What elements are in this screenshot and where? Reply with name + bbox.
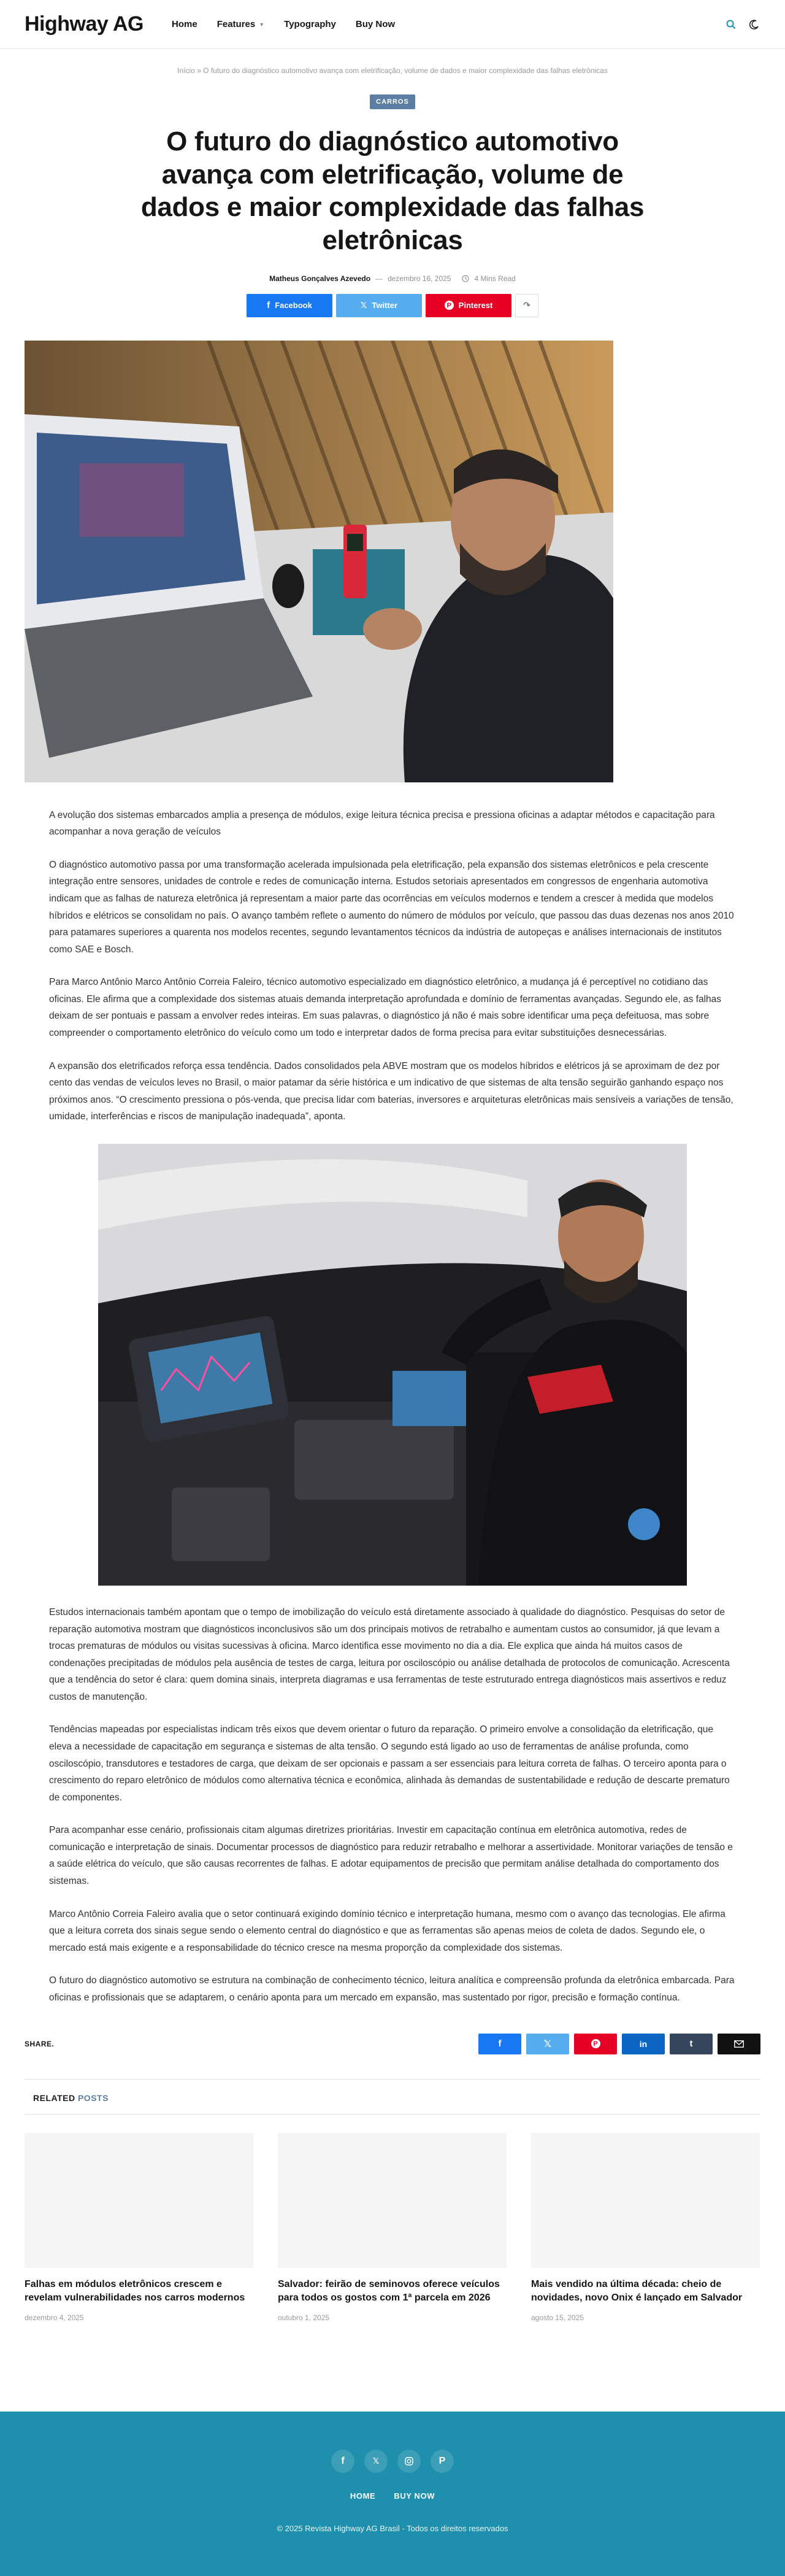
post-date: dezembro 16, 2025: [388, 274, 451, 283]
share-facebook-icon-button[interactable]: [478, 2034, 521, 2054]
related-heading: [25, 2080, 760, 2115]
related-heading-main: RELATED: [33, 2092, 75, 2103]
related-thumbnail[interactable]: [278, 2133, 507, 2268]
linkedin-icon: in: [639, 2038, 648, 2049]
pinterest-icon: P: [438, 2456, 446, 2466]
read-time: 4 Mins Read: [474, 274, 516, 283]
related-title[interactable]: Falhas em módulos eletrônicos crescem e revelam vulnerabilidades nos carros modernos: [25, 2278, 245, 2303]
tumblr-icon: t: [689, 2038, 693, 2049]
related-date: agosto 15, 2025: [531, 2313, 584, 2322]
share-pinterest-label: Pinterest: [458, 301, 493, 310]
related-card[interactable]: [531, 2133, 760, 2322]
article-paragraph: Marco Antônio Correia Faleiro avalia que o setor continuará exigindo domínio técnico e interpretação humana, mesmo com o avanço das tecnologias. Ele afirma que a leitura correta dos sinais segue sendo o elemento central do diagnóstico e que as ferramentas são apenas meios de coleta de dados. Segundo ele, o mercado está mais exigente e a responsabilidade do técnico cresce na mesma proporção da complexidade dos sistemas.: [49, 1908, 726, 1953]
pinterest-icon: P: [445, 301, 454, 310]
article-paragraph: Para Marco Antônio Marco Antônio Correia Faleiro, técnico automotivo especializado em diagnóstico eletrônico, a mudança já é perceptível no cotidiano das oficinas. Ele afirma que a complexidade dos sistemas atuais demanda interpretação aprofundada e domínio de ferramentas avançadas. Segundo ele, as falhas deixam de ser pontuais e passam a envolver redes inteiras. Em suas palavras, o diagnóstico já não é mais sobre identificar uma peça defeituosa, mas sobre compreender o comportamento eletrônico do veículo como um todo e interpretar dados de forma precisa para evitar substituições desnecessárias.: [49, 977, 722, 1039]
x-icon: 𝕏: [543, 2038, 552, 2050]
footer-nav-home[interactable]: HOME: [350, 2491, 376, 2501]
nav-buy-now[interactable]: [356, 19, 395, 29]
article-body: [49, 807, 736, 1125]
article-image: [98, 1144, 687, 1586]
article-body-continued: [49, 1604, 736, 2007]
article-meta: [0, 274, 785, 283]
article-paragraph: O diagnóstico automotivo passa por uma transformação acelerada impulsionada pela eletrificação, pela expansão dos sistemas eletrônicos e pela crescente integração entre sensores, unidades de controle e redes de comunicação interna. Estudos setoriais apresentados em congressos de engenharia automotiva indicam que as falhas de natureza eletrônica já representam a maior parte das ocorrências em veículos modernos e tendem a crescer à medida que modelos híbridos e elétricos se consolidam no país. O avanço também reflete o aumento do número de módulos por veículo, que passou das duas dezenas nos anos 2010 para patamares superiores a quarenta nos modelos recentes, segundo levantamentos técnicos da indústria de autopeças e análises internacionais de institutos como SAE e Bosch.: [49, 859, 734, 955]
hero-image: [25, 341, 613, 782]
related-card[interactable]: [278, 2133, 507, 2322]
article-header: [0, 75, 785, 317]
share-top: [0, 294, 785, 317]
footer-x-link[interactable]: [364, 2450, 388, 2473]
related-date: dezembro 4, 2025: [25, 2313, 84, 2322]
share-twitter-button[interactable]: [336, 294, 422, 317]
article-paragraph: O futuro do diagnóstico automotivo se estrutura na combinação de conhecimento técnico, leitura analítica e compreensão profunda da eletrônica embarcada. Para oficinas e profissionais que se adaptarem, o cenário aponta para um mercado em expansão, mas sustentado por rigor, precisão e formação contínua.: [49, 1975, 735, 2003]
clock-icon: [462, 275, 469, 282]
share-tumblr-icon-button[interactable]: [670, 2034, 713, 2054]
chevron-down-icon: ▼: [259, 21, 265, 28]
copyright: © 2025 Revista Highway AG Brasil - Todos os direitos reservados: [277, 2524, 508, 2533]
footer-facebook-link[interactable]: [331, 2450, 354, 2473]
share-icon: ↷: [523, 300, 530, 310]
related-card[interactable]: [25, 2133, 253, 2322]
share-linkedin-icon-button[interactable]: [622, 2034, 665, 2054]
site-header: [0, 0, 785, 49]
site-logo[interactable]: Highway AG: [25, 12, 144, 36]
instagram-icon: [405, 2457, 413, 2466]
footer-pinterest-link[interactable]: [431, 2450, 454, 2473]
share-facebook-label: Facebook: [275, 301, 312, 310]
article-paragraph: Estudos internacionais também apontam que o tempo de imobilização do veículo está diretamente associado à qualidade do diagnóstico. Pesquisas do setor de reparação automotiva mostram que diagnósticos inconclusivos são um dos principais motivos de retrabalho e aumentam custos ao consumidor, já que levam a trocas prematuras de módulos ou visitas sucessivas à oficina. Marco identifica esse movimento no dia a dia. Ele explica que ainda há muitos casos de condenações precipitadas de módulos pela ausência de testes de carga, leitura por osciloscópio ou análise detalhada de protocolos de comunicação. Acrescenta que a tendência do setor é clara: quem domina sinais, interpreta diagramas e usa ferramentas de teste estruturado entrega diagnósticos mais assertivos e reduz custos de manutenção.: [49, 1606, 730, 1702]
author-name[interactable]: Matheus Gonçalves Azevedo: [269, 274, 371, 283]
dark-mode-icon[interactable]: [748, 18, 760, 31]
related-date: outubro 1, 2025: [278, 2313, 330, 2322]
page-title: O futuro do diagnóstico automotivo avança com eletrificação, volume de dados e maior complexidade das falhas eletrônicas: [140, 126, 645, 256]
facebook-icon: f: [498, 2038, 502, 2049]
share-facebook-button[interactable]: [247, 294, 332, 317]
nav-home-label: Home: [172, 19, 197, 29]
footer-social: [0, 2450, 785, 2473]
related-thumbnail[interactable]: [25, 2133, 253, 2268]
article-paragraph: Tendências mapeadas por especialistas indicam três eixos que devem orientar o futuro da reparação. O primeiro envolve a consolidação da eletrificação, que eleva a necessidade de capacitação em segurança e sistemas de alta tensão. O segundo está ligado ao uso de ferramentas de análise profunda, como osciloscópio, transdutores e testadores de carga, que deixam de ser opcionais e passam a ser essenciais para leitura correta de falhas. O terceiro aponta para o crescimento do reparo eletrônico de módulos como alternativa técnica e econômica, alinhada às demandas de sustentabilidade e redução de descarte prematuro de componentes.: [49, 1724, 730, 1803]
pinterest-icon: P: [591, 2039, 600, 2048]
share-x-icon-button[interactable]: [526, 2034, 569, 2054]
share-label: SHARE.: [25, 2039, 55, 2048]
breadcrumb: Início » O futuro do diagnóstico automotivo avança com eletrificação, volume de dados e maior complexidade das falhas eletrônicas: [177, 66, 608, 75]
x-icon: 𝕏: [372, 2456, 380, 2466]
search-icon[interactable]: [725, 18, 737, 31]
share-bottom: [25, 2034, 760, 2054]
related-thumbnail[interactable]: [531, 2133, 760, 2268]
footer-nav: [0, 2491, 785, 2501]
meta-separator: —: [375, 274, 383, 283]
article-paragraph: A evolução dos sistemas embarcados amplia a presença de módulos, exige leitura técnica precisa e pressiona oficinas a adaptar métodos e capacitação para acompanhar a nova geração de veículos: [49, 809, 715, 838]
share-more-button[interactable]: [515, 294, 538, 317]
share-pinterest-button[interactable]: [426, 294, 511, 317]
nav-buy-now-label: Buy Now: [355, 19, 396, 29]
nav-home[interactable]: [172, 19, 197, 29]
related-heading-accent: POSTS: [77, 2092, 109, 2103]
footer-instagram-link[interactable]: [397, 2450, 421, 2473]
facebook-icon: f: [341, 2456, 345, 2466]
share-twitter-label: Twitter: [372, 301, 398, 310]
related-title[interactable]: Salvador: feirão de seminovos oferece veículos para todos os gostos com 1ª parcela em 2026: [278, 2278, 500, 2303]
related-posts: [25, 2079, 760, 2322]
related-title[interactable]: Mais vendido na última década: cheio de novidades, novo Onix é lançado em Salvador: [531, 2278, 743, 2303]
category-badge[interactable]: CARROS: [370, 94, 415, 109]
main-nav: [172, 19, 725, 29]
nav-typography[interactable]: [284, 19, 336, 29]
footer-nav-buy-now[interactable]: BUY NOW: [394, 2491, 435, 2501]
x-icon: 𝕏: [360, 300, 367, 310]
share-pinterest-icon-button[interactable]: [574, 2034, 617, 2054]
article-paragraph: A expansão dos eletrificados reforça essa tendência. Dados consolidados pela ABVE mostram que os modelos híbridos e elétricos já se aproximam de dez por cento das vendas de veículos leves no Brasil, o maior patamar da série histórica e um indicativo de que sistemas de alta tensão seguirão ganhando espaço nos próximos anos. “O crescimento pressiona o pós-venda, que precisa lidar com baterias, inversores e arquiteturas eletrônicas mais sensíveis a variações de tensão, umidade, interferências e riscos de manipulação inadequada”, aponta.: [49, 1060, 733, 1122]
nav-features[interactable]: [217, 19, 264, 29]
site-footer: [0, 2412, 785, 2576]
share-email-icon-button[interactable]: [718, 2034, 760, 2054]
article-paragraph: Para acompanhar esse cenário, profissionais citam algumas diretrizes prioritárias. Investir em capacitação contínua em eletrônica automotiva, redes de comunicação e interpretação de sinais. Documentar processos de diagnóstico para reduzir retrabalho e melhorar a assertividade. Monitorar variações de tensão e a saúde elétrica do veículo, que são causas recorrentes de falhas. E adotar equipamentos de precisão que permitam análise detalhada do comportamento dos sistemas.: [49, 1825, 733, 1887]
nav-features-label: Features: [216, 19, 256, 29]
nav-typography-label: Typography: [284, 19, 336, 29]
email-icon: [734, 2040, 744, 2048]
facebook-icon: f: [267, 300, 270, 311]
